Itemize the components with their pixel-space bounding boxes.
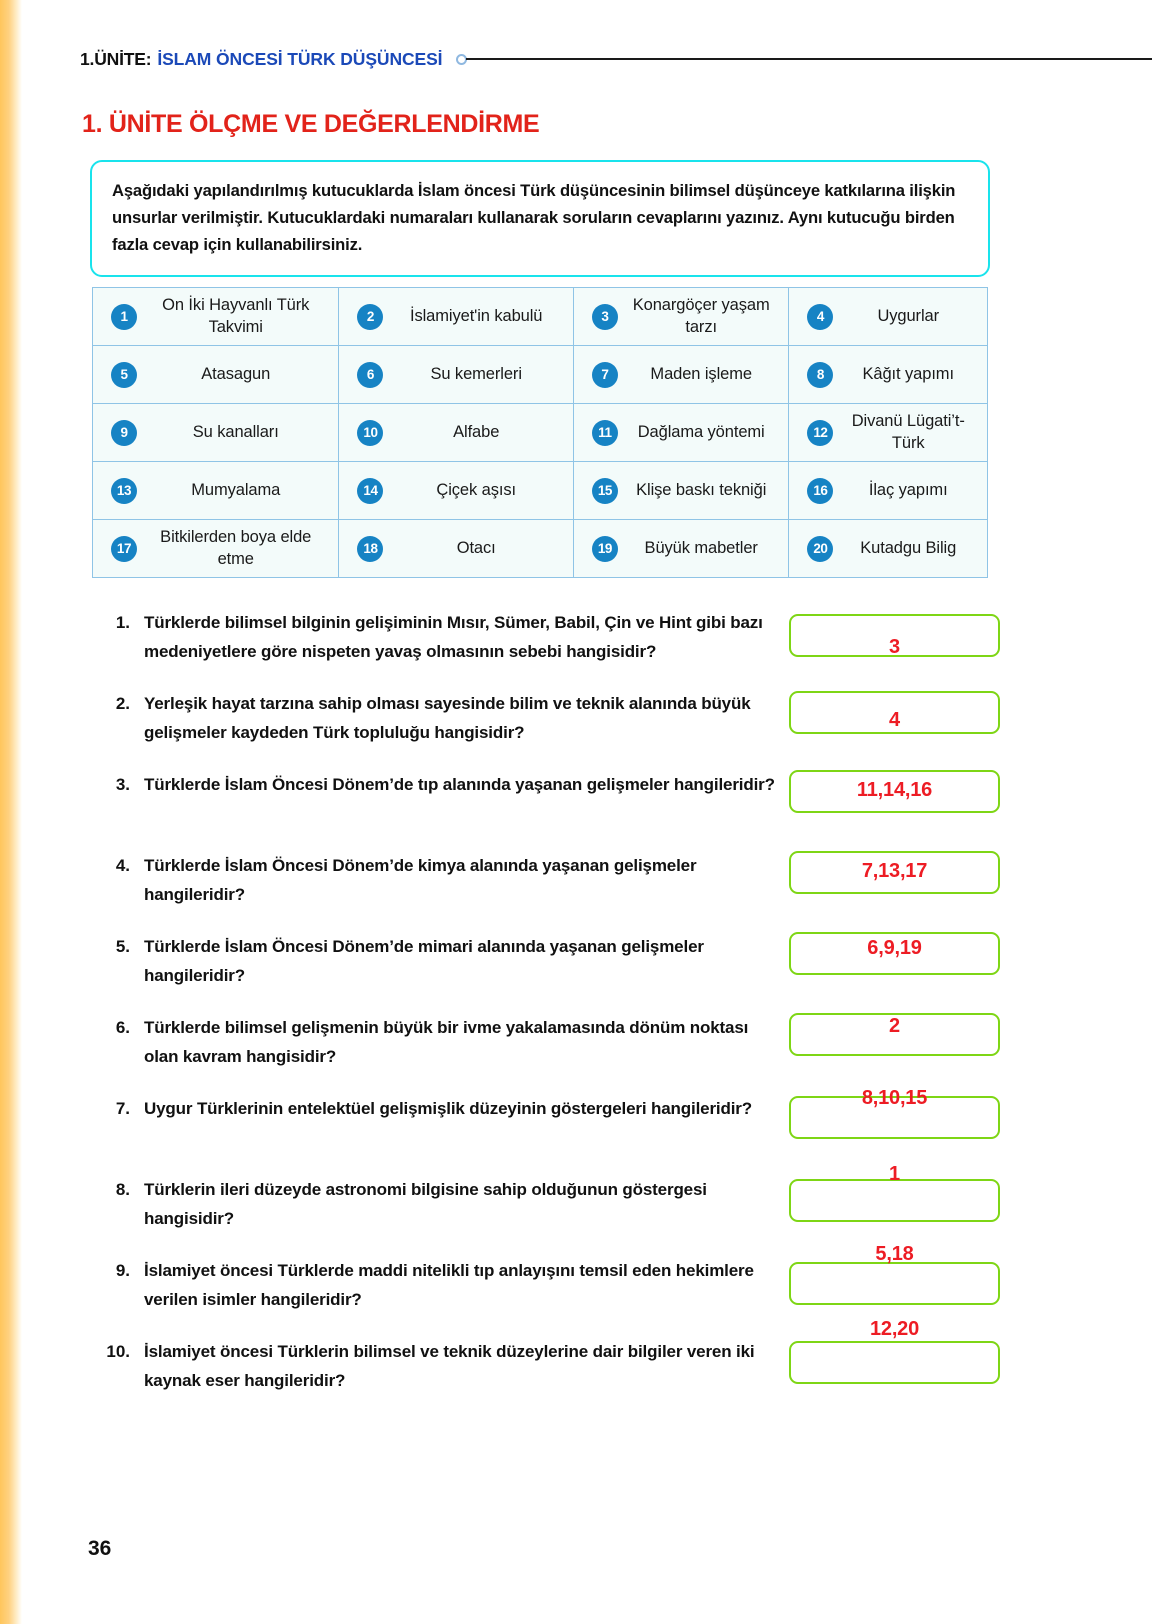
item-label: İlaç yapımı xyxy=(868,480,948,499)
answer-value: 2 xyxy=(889,1015,900,1037)
page-number: 36 xyxy=(88,1537,112,1560)
question-number: 10. xyxy=(106,1342,130,1361)
item-number-badge: 9 xyxy=(111,420,137,446)
question-row xyxy=(92,770,992,832)
item-label: Maden işleme xyxy=(650,364,752,383)
item-number-badge: 6 xyxy=(357,362,383,388)
grid-cell-4[interactable] xyxy=(789,288,987,345)
question-number: 8. xyxy=(115,1180,130,1199)
answer-area xyxy=(789,851,1002,913)
item-number-badge: 12 xyxy=(807,420,833,446)
item-label: İslamiyet'in kabulü xyxy=(409,306,543,325)
item-number-badge: 20 xyxy=(807,536,833,562)
question-number: 5. xyxy=(115,937,130,956)
question-row xyxy=(92,1087,992,1156)
item-number-badge: 8 xyxy=(807,362,833,388)
grid-cell-5[interactable] xyxy=(93,346,339,403)
question-text: Türklerde İslam Öncesi Dönem’de mimari alanında yaşanan gelişmeler hangileridir? xyxy=(144,937,704,986)
item-number-badge: 1 xyxy=(111,304,137,330)
grid-cell-12[interactable] xyxy=(789,404,987,461)
item-label: Bitkilerden boya elde etme xyxy=(160,527,312,568)
item-number-badge: 10 xyxy=(357,420,383,446)
grid-cell-17[interactable] xyxy=(93,520,339,577)
item-number-badge: 13 xyxy=(111,478,137,504)
running-header-unit-label: 1.ÜNİTE: xyxy=(80,48,152,69)
question-text: Uygur Türklerinin entelektüel gelişmişlik düzeyinin göstergeleri hangileridir? xyxy=(144,1099,753,1118)
answer-value: 7,13,17 xyxy=(861,860,928,882)
question-text: İslamiyet öncesi Türklerde maddi nitelikli tıp anlayışını temsil eden hekimlere verilen isimler hangileridir? xyxy=(144,1261,754,1310)
question-row xyxy=(92,1318,992,1399)
question-text: Yerleşik hayat tarzına sahip olması sayesinde bilim ve teknik alanında büyük gelişmeler kaydeden Türk topluluğu hangisidir? xyxy=(144,694,751,743)
grid-row xyxy=(93,404,987,462)
item-number-badge: 19 xyxy=(592,536,618,562)
grid-cell-8[interactable] xyxy=(789,346,987,403)
answer-area xyxy=(789,1013,1002,1075)
answer-area xyxy=(789,770,1002,832)
instruction-callout xyxy=(90,160,990,277)
questions-list xyxy=(92,608,992,1418)
answer-area xyxy=(789,689,1002,751)
page-binding-stripe xyxy=(0,0,22,1624)
numbered-items-grid xyxy=(92,287,988,578)
answer-value: 3 xyxy=(889,636,900,658)
question-text: Türklerin ileri düzeyde astronomi bilgisine sahip olduğunun göstergesi hangisidir? xyxy=(144,1180,707,1229)
item-number-badge: 2 xyxy=(357,304,383,330)
page-title: 1. ÜNİTE ÖLÇME VE DEĞERLENDİRME xyxy=(82,110,540,138)
grid-cell-1[interactable] xyxy=(93,288,339,345)
question-number: 3. xyxy=(115,775,130,794)
grid-cell-18[interactable] xyxy=(339,520,573,577)
item-label: Su kemerleri xyxy=(430,364,522,383)
answer-value: 1 xyxy=(889,1163,900,1185)
answer-input-box[interactable] xyxy=(789,1262,1000,1305)
question-text: Türklerde bilimsel gelişmenin büyük bir ivme yakalamasında dönüm noktası olan kavram hangisidir? xyxy=(144,1018,749,1067)
grid-cell-7[interactable] xyxy=(574,346,790,403)
question-row xyxy=(92,689,992,751)
item-number-badge: 16 xyxy=(807,478,833,504)
grid-row xyxy=(93,462,987,520)
item-label: Büyük mabetler xyxy=(644,538,758,557)
item-number-badge: 4 xyxy=(807,304,833,330)
grid-cell-11[interactable] xyxy=(574,404,790,461)
answer-value: 11,14,16 xyxy=(856,779,933,801)
question-row xyxy=(92,1243,992,1318)
grid-cell-13[interactable] xyxy=(93,462,339,519)
answer-area xyxy=(789,1318,1002,1399)
question-number: 7. xyxy=(115,1099,130,1118)
item-label: Uygurlar xyxy=(877,306,939,325)
item-label: On İki Hayvanlı Türk Takvimi xyxy=(162,295,310,336)
instruction-text: Aşağıdaki yapılandırılmış kutucuklarda İslam öncesi Türk düşüncesinin bilimsel düşünceye katkılarına ilişkin unsurlar verilmiştir. Kutucuklardaki numaraları kullanarak soruların cevaplarını yazınız. Aynı kutucuğu birden fazla cevap için kullanabilirsiniz. xyxy=(112,181,956,254)
question-number: 2. xyxy=(115,694,130,713)
grid-cell-9[interactable] xyxy=(93,404,339,461)
grid-row xyxy=(93,520,987,578)
question-text: Türklerde İslam Öncesi Dönem’de kimya alanında yaşanan gelişmeler hangileridir? xyxy=(144,856,697,905)
item-label: Dağlama yöntemi xyxy=(637,422,765,441)
answer-area xyxy=(789,1087,1002,1156)
question-text: İslamiyet öncesi Türklerin bilimsel ve teknik düzeylerine dair bilgiler veren iki kaynak eser hangileridir? xyxy=(144,1342,755,1391)
question-row xyxy=(92,932,992,994)
question-row xyxy=(92,851,992,913)
running-header xyxy=(80,44,1120,74)
item-number-badge: 18 xyxy=(357,536,383,562)
grid-cell-14[interactable] xyxy=(339,462,573,519)
item-label: Alfabe xyxy=(453,422,500,441)
question-number: 9. xyxy=(115,1261,130,1280)
grid-cell-16[interactable] xyxy=(789,462,987,519)
item-label: Su kanalları xyxy=(192,422,279,441)
question-row xyxy=(92,1163,992,1237)
grid-cell-19[interactable] xyxy=(574,520,790,577)
question-text: Türklerde bilimsel bilginin gelişiminin Mısır, Sümer, Babil, Çin ve Hint gibi bazı medeniyetlere göre nispeten yavaş olmasının sebebi hangisidir? xyxy=(144,613,763,662)
answer-area xyxy=(789,608,1002,670)
question-row xyxy=(92,1013,992,1075)
item-number-badge: 15 xyxy=(592,478,618,504)
item-label: Divanü Lügati’t-Türk xyxy=(851,411,965,452)
grid-row xyxy=(93,288,987,346)
header-rule-line xyxy=(466,58,1152,60)
question-text: Türklerde İslam Öncesi Dönem’de tıp alanında yaşanan gelişmeler hangileridir? xyxy=(144,775,775,794)
grid-cell-10[interactable] xyxy=(339,404,573,461)
item-label: Atasagun xyxy=(201,364,271,383)
answer-value: 4 xyxy=(889,709,900,731)
item-number-badge: 11 xyxy=(592,420,618,446)
answer-value: 8,10,15 xyxy=(861,1087,928,1109)
item-label: Çiçek aşısı xyxy=(436,480,516,499)
running-header-unit-title: İSLAM ÖNCESİ TÜRK DÜŞÜNCESİ xyxy=(157,48,443,69)
item-number-badge: 3 xyxy=(592,304,618,330)
answer-value: 12,20 xyxy=(869,1318,920,1340)
question-row xyxy=(92,608,992,670)
question-number: 6. xyxy=(115,1018,130,1037)
answer-value: 6,9,19 xyxy=(867,937,922,959)
item-label: Kâğıt yapımı xyxy=(862,364,954,383)
answer-area xyxy=(789,1243,1002,1318)
item-number-badge: 7 xyxy=(592,362,618,388)
answer-area xyxy=(789,1163,1002,1237)
question-number: 1. xyxy=(115,613,130,632)
answer-area xyxy=(789,932,1002,994)
grid-cell-2[interactable] xyxy=(339,288,573,345)
grid-cell-15[interactable] xyxy=(574,462,790,519)
item-label: Klişe baskı tekniği xyxy=(636,480,767,499)
item-label: Mumyalama xyxy=(191,480,281,499)
item-number-badge: 17 xyxy=(111,536,137,562)
item-number-badge: 5 xyxy=(111,362,137,388)
item-number-badge: 14 xyxy=(357,478,383,504)
grid-cell-3[interactable] xyxy=(574,288,790,345)
answer-value: 5,18 xyxy=(875,1243,914,1265)
answer-input-box[interactable] xyxy=(789,1341,1000,1384)
grid-row xyxy=(93,346,987,404)
item-label: Kutadgu Bilig xyxy=(860,538,957,557)
item-label: Konargöçer yaşam tarzı xyxy=(632,295,770,336)
question-number: 4. xyxy=(115,856,130,875)
grid-cell-20[interactable] xyxy=(789,520,987,577)
item-label: Otacı xyxy=(456,538,496,557)
grid-cell-6[interactable] xyxy=(339,346,573,403)
